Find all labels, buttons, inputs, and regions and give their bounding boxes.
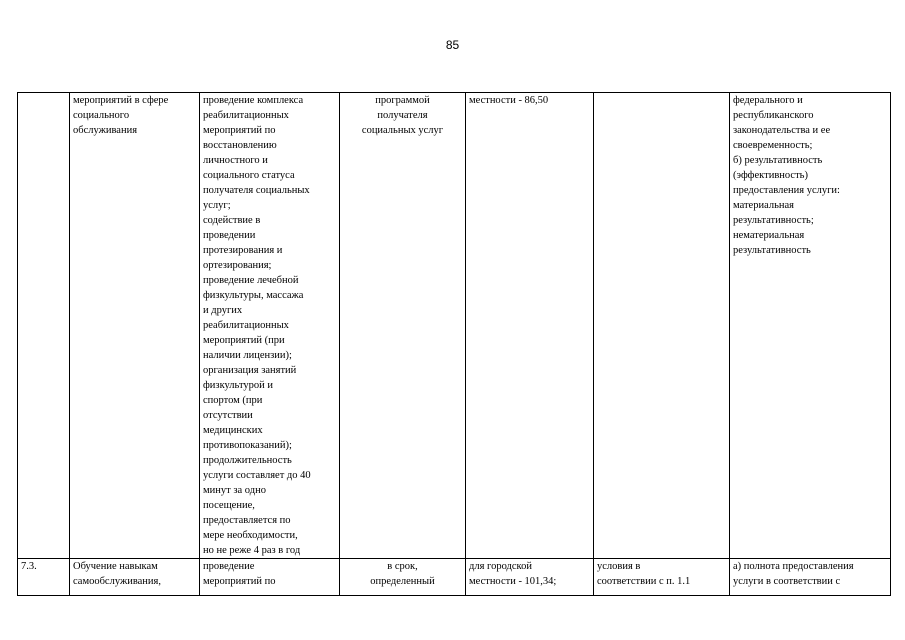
cell-service-name: Обучение навыкам самообслуживания, <box>70 559 200 596</box>
cell-service-description: проведение мероприятий по <box>200 559 340 596</box>
table-row <box>18 93 891 559</box>
services-table <box>17 92 891 596</box>
cell-conditions <box>594 93 730 559</box>
cell-service-term: программой получателя социальных услуг <box>340 93 466 559</box>
cell-number: 7.3. <box>18 559 70 596</box>
cell-tariff: для городской местности - 101,34; <box>466 559 594 596</box>
page-number: 85 <box>445 38 460 52</box>
cell-quality-indicators: федерального и республиканского законодательства и ее своевременность; б) результативность (эффективность) предоставления услуги: материальная результативность; нематериальная результативность <box>730 93 891 559</box>
cell-service-name: мероприятий в сфере социального обслуживания <box>70 93 200 559</box>
cell-service-description: проведение комплекса реабилитационных мероприятий по восстановлению личностного и социального статуса получателя социальных услуг; содействие в проведении протезирования и ортезирования; проведение лечебной физкультуры, массажа и других реабилитационных мероприятий (при наличии лицензии); организация занятий физкультурой и спортом (при отсутствии медицинских противопоказаний); продолжительность услуги составляет до 40 минут за одно посещение, предоставляется по мере необходимости, но не реже 4 раз в год <box>200 93 340 559</box>
cell-number <box>18 93 70 559</box>
cell-quality-indicators: а) полнота предоставления услуги в соответствии с <box>730 559 891 596</box>
cell-tariff: местности - 86,50 <box>466 93 594 559</box>
cell-conditions: условия в соответствии с п. 1.1 <box>594 559 730 596</box>
table-row <box>18 559 891 596</box>
cell-service-term: в срок, определенный <box>340 559 466 596</box>
